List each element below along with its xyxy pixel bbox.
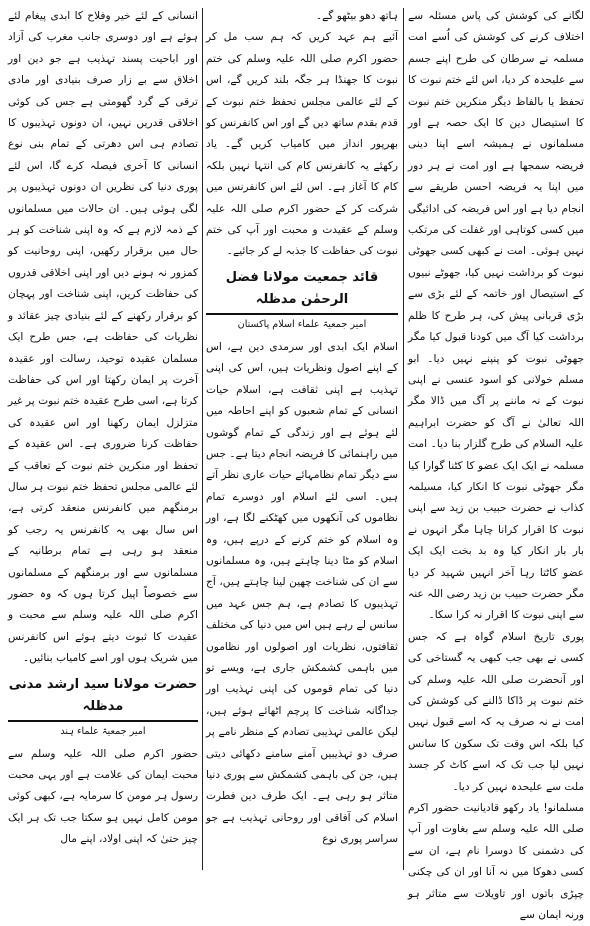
section-heading: حضرت مولانا سید ارشد مدنی مدظلہ xyxy=(8,674,198,722)
left-column xyxy=(8,6,198,872)
right-column xyxy=(408,6,584,922)
section-heading: قائد جمعیت مولانا فضل الرحمٰن مدظلہ xyxy=(206,267,398,315)
column-divider xyxy=(403,8,404,870)
paragraph: حضور اکرم صلی اللہ علیہ وسلم سے محبت ایمان کی علامت ہے اور یہی محبت رسول ہر مومن کا سرمایہ ہے، کبھی کوئی مومن کامل نہیں ہو سکتا جب تک ہر ایک چیز حتیٰ کہ اپنی اولاد، اپنے مال xyxy=(8,747,198,846)
section-subheading: امیر جمعیۃ علماء اسلام پاکستان xyxy=(237,318,367,330)
paragraph: مسلمانو! یاد رکھو قادیانیت حضور اکرم صلی اللہ علیہ وسلم سے بغاوت اور آپ کی دشمنی کا دوسرا نام ہے، ان سے کسی دھوکا میں نہ آنا اور ان کی چکنی چپڑی باتوں اور تاویلات سے متاثر ہو ورنہ ایمان سے xyxy=(408,802,584,922)
paragraph: ہاتھ دھو بیٹھو گے۔ xyxy=(315,10,398,22)
section-subheading: امیر جمعیۃ علماء ہند xyxy=(60,725,146,737)
paragraph: آئیے ہم عہد کریں کہ ہم سب مل کر حضور اکرم صلی اللہ علیہ وسلم کی ختم نبوت کا جھنڈا ہر جگہ بلند کریں گے، اس کے لئے عالمی مجلس تحفظ ختم نبوت کے قدم بقدم ساتھ دیں گے اور اس کانفرنس کو بھرپور انداز میں کامیاب کریں گے۔ یاد رکھئے یہ کانفرنس کام کی انتہا نہیں بلکہ کام کا آغاز ہے۔ اس لئے اس کانفرنس میں شرکت کر کے حضور اکرم صلی اللہ علیہ وسلم کے عقیدت و محبت اور آپ کی ختم نبوت کی حفاظت کا جذبہ لے کر جائیے۔ xyxy=(206,31,398,258)
paragraph: انسانی کے لئے خیر وفلاح کا ابدی پیغام لئے ہوئے ہے اور دوسری جانب مغرب کی آزاد اور اباحیت پسند تہذیب ہے جو دین اور اخلاق سے بے زار صرف بنیادی اور مادی ترقی کے گرد گھومتی ہے جس کی کوئی اخلاقی قدریں نہیں، ان دونوں تہذیبوں کا تصادم ہی اس دھرتی کے تمام بنی نوع انسانی کا آخری فیصلہ کرے گا، اس لئے پوری دنیا کی نظریں ان دونوں تہذیبوں پر لگی ہوئی ہیں۔ ان حالات میں مسلمانوں کے ذمہ لازم ہے کہ وہ اپنی شناخت کو ہر حال میں برقرار رکھیں، اپنی روحانیت کو کمزور نہ ہونے دیں اور اپنی اخلاقی قدروں کی حفاظت کریں، اپنی شناخت اور پہچان کو برقرار رکھنے کے لئے بنیادی چیز عقائد و نظریات کی حفاظت ہے، جس طرح ایک مسلمان عقیدہ توحید، رسالت اور عقیدہ آخرت پر ایمان رکھتا اور اس کی حفاظت کرتا ہے، اسی طرح عقیدہ ختم نبوت پر غیر متزلزل ایمان رکھنا اور اس عقیدہ کی حفاظت کرنا ضروری ہے۔ اس عقیدہ کے تحفظ اور منکرین ختم نبوت کے تعاقب کے لئے عالمی مجلس تحفظ ختم نبوت ہر سال برمنگھم میں کانفرنس منعقد کرتی ہے، اس سال بھی یہ کانفرنس یہ رجب کو منعقد ہو رہی ہے تمام برطانیہ کے مسلمانوں سے اور برمنگھم کے مسلمانوں سے خصوصاً اپیل کرتا ہوں کہ وہ حضور اکرم صلی اللہ علیہ وسلم سے محبت و عقیدت کا ثبوت دیتے ہوئے اس کانفرنس میں شریک ہوں اور اسے کامیاب بنائیں۔ xyxy=(7,10,198,665)
column-divider xyxy=(202,8,203,870)
middle-column xyxy=(206,6,398,872)
paragraph: پوری تاریخ اسلام گواہ ہے کہ جس کسی نے بھی جب کبھی یہ گستاخی کی اور آنحضرت صلی اللہ علیہ وسلم کی ختم نبوت پر ڈاکا ڈالنے کی کوشش کی امت نے نہ صرف یہ کہ اسے قبول نہیں کیا بلکہ اس وقت تک سکون کا سانس نہیں لیا جب تک کہ اسے کاٹ کر جسد ملت سے علیحدہ نہیں کر دیا۔ xyxy=(408,630,584,793)
paragraph: اسلام ایک ابدی اور سرمدی دین ہے، اس کے اپنے اصول ونظریات ہیں، اس کی اپنی تہذیب ہے اپنی ثقافت ہے، اسلام حیات انسانی کے تمام شعبوں کو اپنے احاطہ میں لئے ہوئے ہے اور زندگی کے تمام گوشوں میں راہنمائی کا فریضہ انجام دیتا ہے۔ جس سے دیگر تمام نظامہائے حیات عاری نظر آتے ہیں۔ اسی لئے اسلام اور دوسرے تمام نظاموں کی آنکھوں میں کھٹکنے لگا ہے، اور وہ اسلام کو ختم کرنے کے درپے ہیں، وہ اسلام کو مٹا دینا چاہتے ہیں، وہ مسلمانوں سے ان کی شناخت چھین لینا چاہتے ہیں، آج تہذیبوں کا تصادم ہے، ہم جس عہد میں سانس لے رہے ہیں اس میں دنیا کی مختلف ثقافتوں، نظریات اور اصولوں اور نظاموں میں باہمی کشمکش جاری ہے، ویسے تو دنیا کی تمام قوموں کی اپنی تہذیب اور جداگانہ شناخت کا پرچم اٹھائے ہوئے ہیں، لیکن عالمی تہذیبی تصادم کے منظر نامے پر صرف دو تہذیبیں آمنے سامنے دکھائی دیتی ہیں، جن کی باہمی کشمکش سے پوری دنیا متاثر ہو رہی ہے۔ ایک طرف دین فطرت اسلام کی آفاقی اور روحانی تہذیب ہے جو سراسر پوری نوع xyxy=(206,340,398,846)
paragraph: لگانے کی کوشش کی پاس مسئلہ سے اختلاف کرنے کی کوشش کی اُسے امت مسلمہ نے سرطان کی طرح اپنے جسم سے علیحدہ کر دیا، اس لئے ختم نبوت کا تحفظ یا بالفاظ دیگر منکرین ختم نبوت کا استیصال دین کا ایک حصہ ہے اور مسلمانوں نے ہمیشہ اسے اپنا دینی فریضہ سمجھا ہے اور امت نے ہر دور میں اپنا یہ فریضہ احسن طریقے سے انجام دیا ہے اور اس فریضہ کی ادائیگی میں کسی کوتاہی اور غفلت کی مرتکب نہیں ہوئی۔ امت نے کبھی کسی جھوٹی نبوت کو برداشت نہیں کیا، جھوٹے نبیوں کے استیصال اور خاتمہ کے لئے بڑی سے بڑی قربانی پیش کی، ہر طرح کا ظلم برداشت کیا آگ میں کودنا قبول کیا مگر جھوٹی نبوت کو پنپنے نہیں دیا۔ ابو مسلم خولانی کو اسود عنسی نے اپنی نبوت کے نہ ماننے پر آگ میں ڈالا مگر اللہ تعالیٰ نے آگ کو حضرت ابراہیم علیہ السلام کی طرح گلزار بنا دیا۔ امت مسلمہ نے ایک ایک عضو کا کٹنا گوارا کیا مگر جھوٹی نبوت کا انکار کیا، مسیلمہ کذاب نے حضرت حبیب بن زید سے اپنی نبوت کا اقرار کرانا چاہا مگر انہوں نے بار بار انکار کیا وہ بد بخت ایک ایک عضو کاٹتا رہا آخر انہیں شہید کر دیا مگر حضرت حبیب بن زید رضی اللہ عنہ سے اپنی نبوت کا اقرار نہ کرا سکا۔ xyxy=(408,10,584,622)
